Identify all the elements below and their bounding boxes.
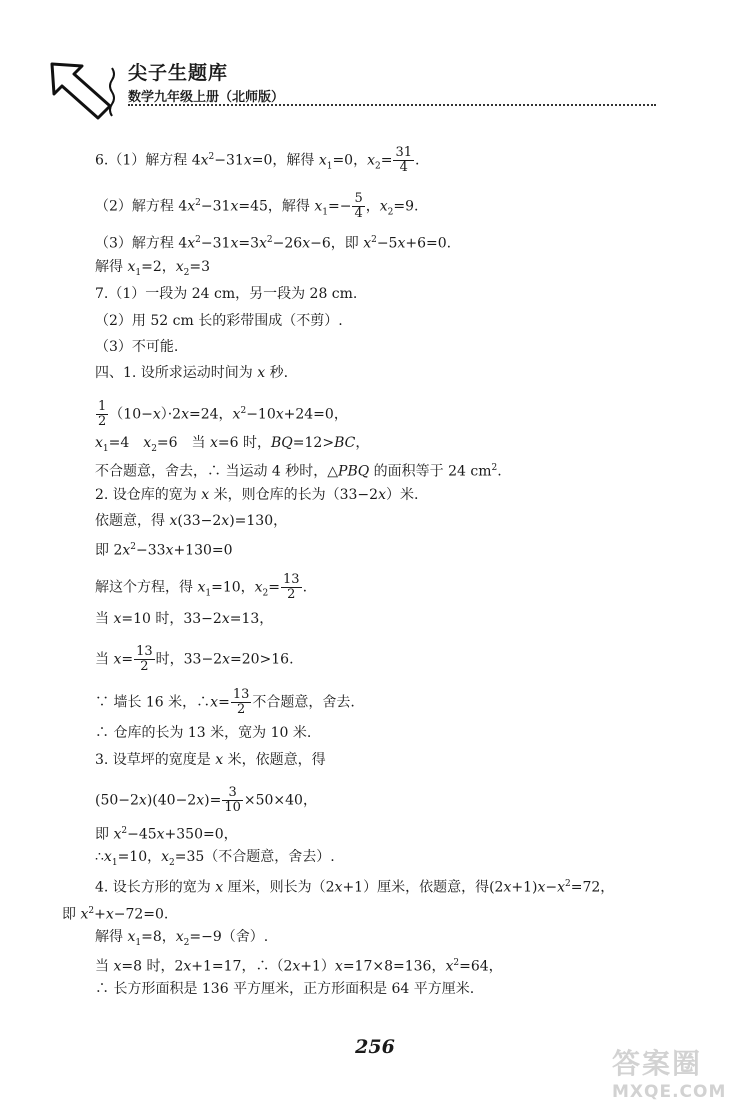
solution-line: 当 x=8 时，2x+1=17，∴（2x+1）x=17×8=136，$x^2=64$，	[95, 958, 503, 975]
solution-line: 当 x=10 时，33−2x=13，	[95, 611, 274, 627]
solution-line: 即 $x^2+x-72=0$.	[62, 906, 169, 923]
solution-line: 4. 设长方形的宽为 x 厘米，则长为（2x+1）厘米，依题意，得$(2x+1)x-x^2=72$，	[95, 879, 615, 896]
watermark	[612, 1042, 744, 1104]
solution-line: 不合题意，舍去，∴ 当运动 4 秒时，△PBQ 的面积等于 24 $cm^2$.	[95, 463, 502, 480]
solution-line: （2）解方程 $4x^2-31x=45$，解得 $x_1=-$ $\frac{5}{4}$ ，$x_2=9$.	[95, 191, 419, 221]
solution-line: 即 $2x^2-33x+130=0$	[95, 542, 233, 559]
solution-line: (50−2x)(40−2x)= $\frac{3}{10}$ ×50×40，	[95, 785, 317, 815]
solution-line: （3）解方程 $4x^2-31x=3x^2-26x-6$，即 $x^2-5x+6=0$.	[95, 235, 452, 252]
solution-line: 解得 $x_1=8$，$x_2=-9$（舍）.	[95, 929, 269, 948]
solution-line: （2）用 52 cm 长的彩带围成（不剪）.	[95, 313, 343, 329]
solution-line: $\therefore x_1=10$，$x_2=35$（不合题意，舍去）.	[95, 849, 335, 868]
solution-line: 6.（1）解方程 $4x^2-31x=0$，解得 $x_1=0$，$x_2=$ $\frac{31}{4}$ .	[95, 145, 420, 175]
solution-line: 3. 设草坪的宽度是 x 米，依题意，得	[95, 752, 326, 768]
watermark-logo: 答案圈	[612, 1047, 703, 1080]
watermark-url: MXQE.COM	[612, 1082, 727, 1102]
fraction: $\frac{1}{2}$	[98, 399, 107, 429]
fraction: $\frac{13}{2}$	[232, 687, 250, 717]
solution-line: 即 $x^2-45x+350=0$，	[95, 826, 238, 843]
book-title: 尖子生题库	[128, 62, 229, 84]
solution-line: $x_1=4$ $x_2=6$ 当 x=6 时，BQ=12>BC，	[95, 435, 370, 454]
solution-line: （3）不可能.	[95, 339, 179, 355]
solution-line: 解得 $x_1=2$，$x_2=3$	[95, 259, 211, 278]
fraction: $\frac{31}{4}$	[395, 145, 413, 175]
solution-line: ∵ 墙长 16 米，∴x= $\frac{13}{2}$ 不合题意，舍去.	[95, 687, 355, 717]
fraction: $\frac{13}{2}$	[283, 572, 300, 602]
solution-line: ∴ 仓库的长为 13 米，宽为 10 米.	[95, 725, 312, 741]
fraction: $\frac{5}{4}$	[354, 191, 363, 221]
solution-line: ∴ 长方形面积是 136 平方厘米，正方形面积是 64 平方厘米.	[95, 981, 475, 997]
fraction: $\frac{13}{2}$	[136, 644, 153, 674]
book-subtitle: 数学九年级上册（北师版）	[128, 90, 285, 105]
solution-line: 当 x= $\frac{13}{2}$ 时，33−2x=20>16.	[95, 644, 294, 674]
page-number: 256	[355, 1036, 395, 1058]
solution-line: 依题意，得 x(33−2x)=130，	[95, 513, 288, 529]
solution-line: 解这个方程，得 $x_1=10$，$x_2=$ $\frac{13}{2}$ .	[95, 572, 308, 602]
solution-line: $\frac{1}{2}$ （10−x）·2x=24，$x^2-10x+24=0$，	[98, 399, 348, 429]
header-divider	[128, 104, 656, 106]
arrow-logo-icon	[48, 62, 118, 122]
solution-line: 四、1. 设所求运动时间为 x 秒.	[95, 365, 289, 381]
solution-line: 2. 设仓库的宽为 x 米，则仓库的长为（33−2x）米.	[95, 487, 419, 503]
solution-line: 7.（1）一段为 24 cm，另一段为 28 cm.	[95, 286, 358, 302]
fraction: $\frac{3}{10}$	[224, 785, 241, 815]
